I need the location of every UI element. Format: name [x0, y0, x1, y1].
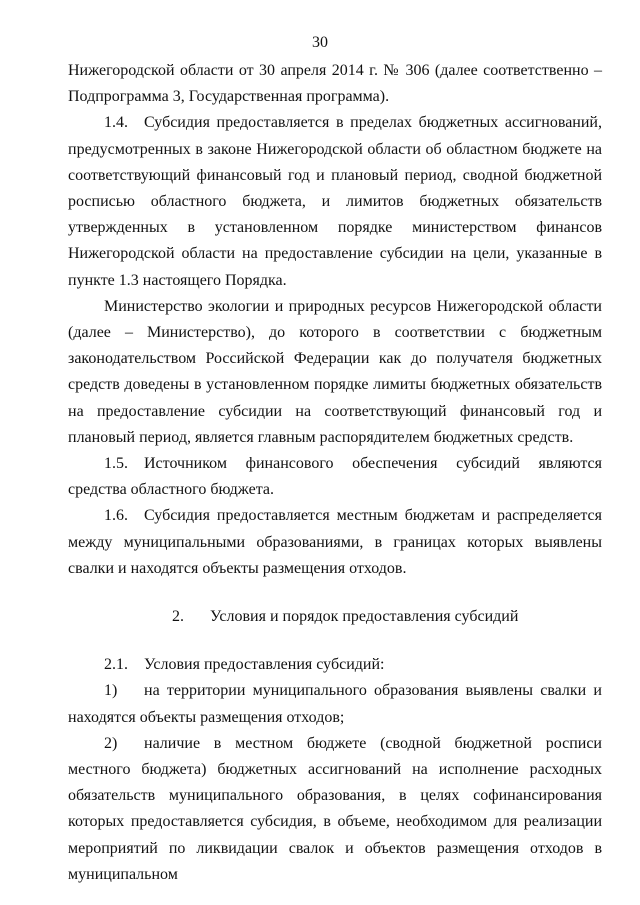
list-number: 2): [104, 734, 118, 752]
paragraph-ministry: [68, 294, 602, 451]
document-body: [68, 58, 602, 888]
paragraph-text: на территории муниципального образования выявлены свалки и находятся объекты размещения отходов;: [68, 682, 602, 726]
paragraph-text: Министерство экологии и природных ресурсов Нижегородской области (далее – Министерство), до которого в соответствии с бюджетным законодательством Российской Федерации как до получателя бюджетных средств доведены в установленном порядке лимиты бюджетных обязательств на предоставление субсидии на соответствующий финансовый год и плановый период, является главным распорядителем бюджетных средств.: [68, 297, 602, 446]
paragraph-text: наличие в местном бюджете (сводной бюджетной росписи местного бюджета) бюджетных ассигнований на исполнение расходных обязательств муниципального образования, в целях софинансирования которых предоставляется субсидия, в объеме, необходимом для реализации мероприятий по ликвидации свалок и объектов размещения отходов в муниципальном: [68, 734, 602, 883]
clause-number: 1.5.: [104, 455, 128, 473]
paragraph-1-5: [68, 451, 602, 503]
paragraph-1-6: [68, 503, 602, 582]
section-heading: [68, 604, 602, 630]
paragraph-text: Условия предоставления субсидий:: [144, 656, 385, 674]
clause-number: 1.6.: [104, 507, 128, 525]
paragraph-1-4: [68, 110, 602, 293]
paragraph-continuation: [68, 58, 602, 110]
list-number: 1): [104, 682, 118, 700]
section-number: 2.: [172, 608, 184, 626]
list-item-1: [68, 678, 602, 730]
paragraph-text: Субсидия предоставляется местным бюджетам и распределяется между муниципальными образованиями, в границах которых выявлены свалки и находятся объекты размещения отходов.: [68, 507, 602, 577]
paragraph-text: Источником финансового обеспечения субсидий являются средства областного бюджета.: [68, 455, 602, 499]
paragraph-text: Нижегородской области от 30 апреля 2014 г. № 306 (далее соответственно – Подпрограмма 3, Государственная программа).: [68, 62, 602, 106]
list-item-2: [68, 731, 602, 888]
paragraph-text: Субсидия предоставляется в пределах бюджетных ассигнований, предусмотренных в законе Нижегородской области об областном бюджете на соответствующий финансовый год и плановый период, сводной бюджетной росписью областного бюджета, и лимитов бюджетных обязательств утвержденных в установленном порядке министерством финансов Нижегородской области на предоставление субсидии на цели, указанные в пункте 1.3 настоящего Порядка.: [68, 114, 602, 289]
section-title: Условия и порядок предоставления субсидий: [210, 608, 519, 626]
clause-number: 1.4.: [104, 114, 128, 132]
paragraph-2-1: [68, 652, 602, 678]
page-number: 30: [312, 34, 328, 51]
clause-number: 2.1.: [104, 656, 128, 674]
